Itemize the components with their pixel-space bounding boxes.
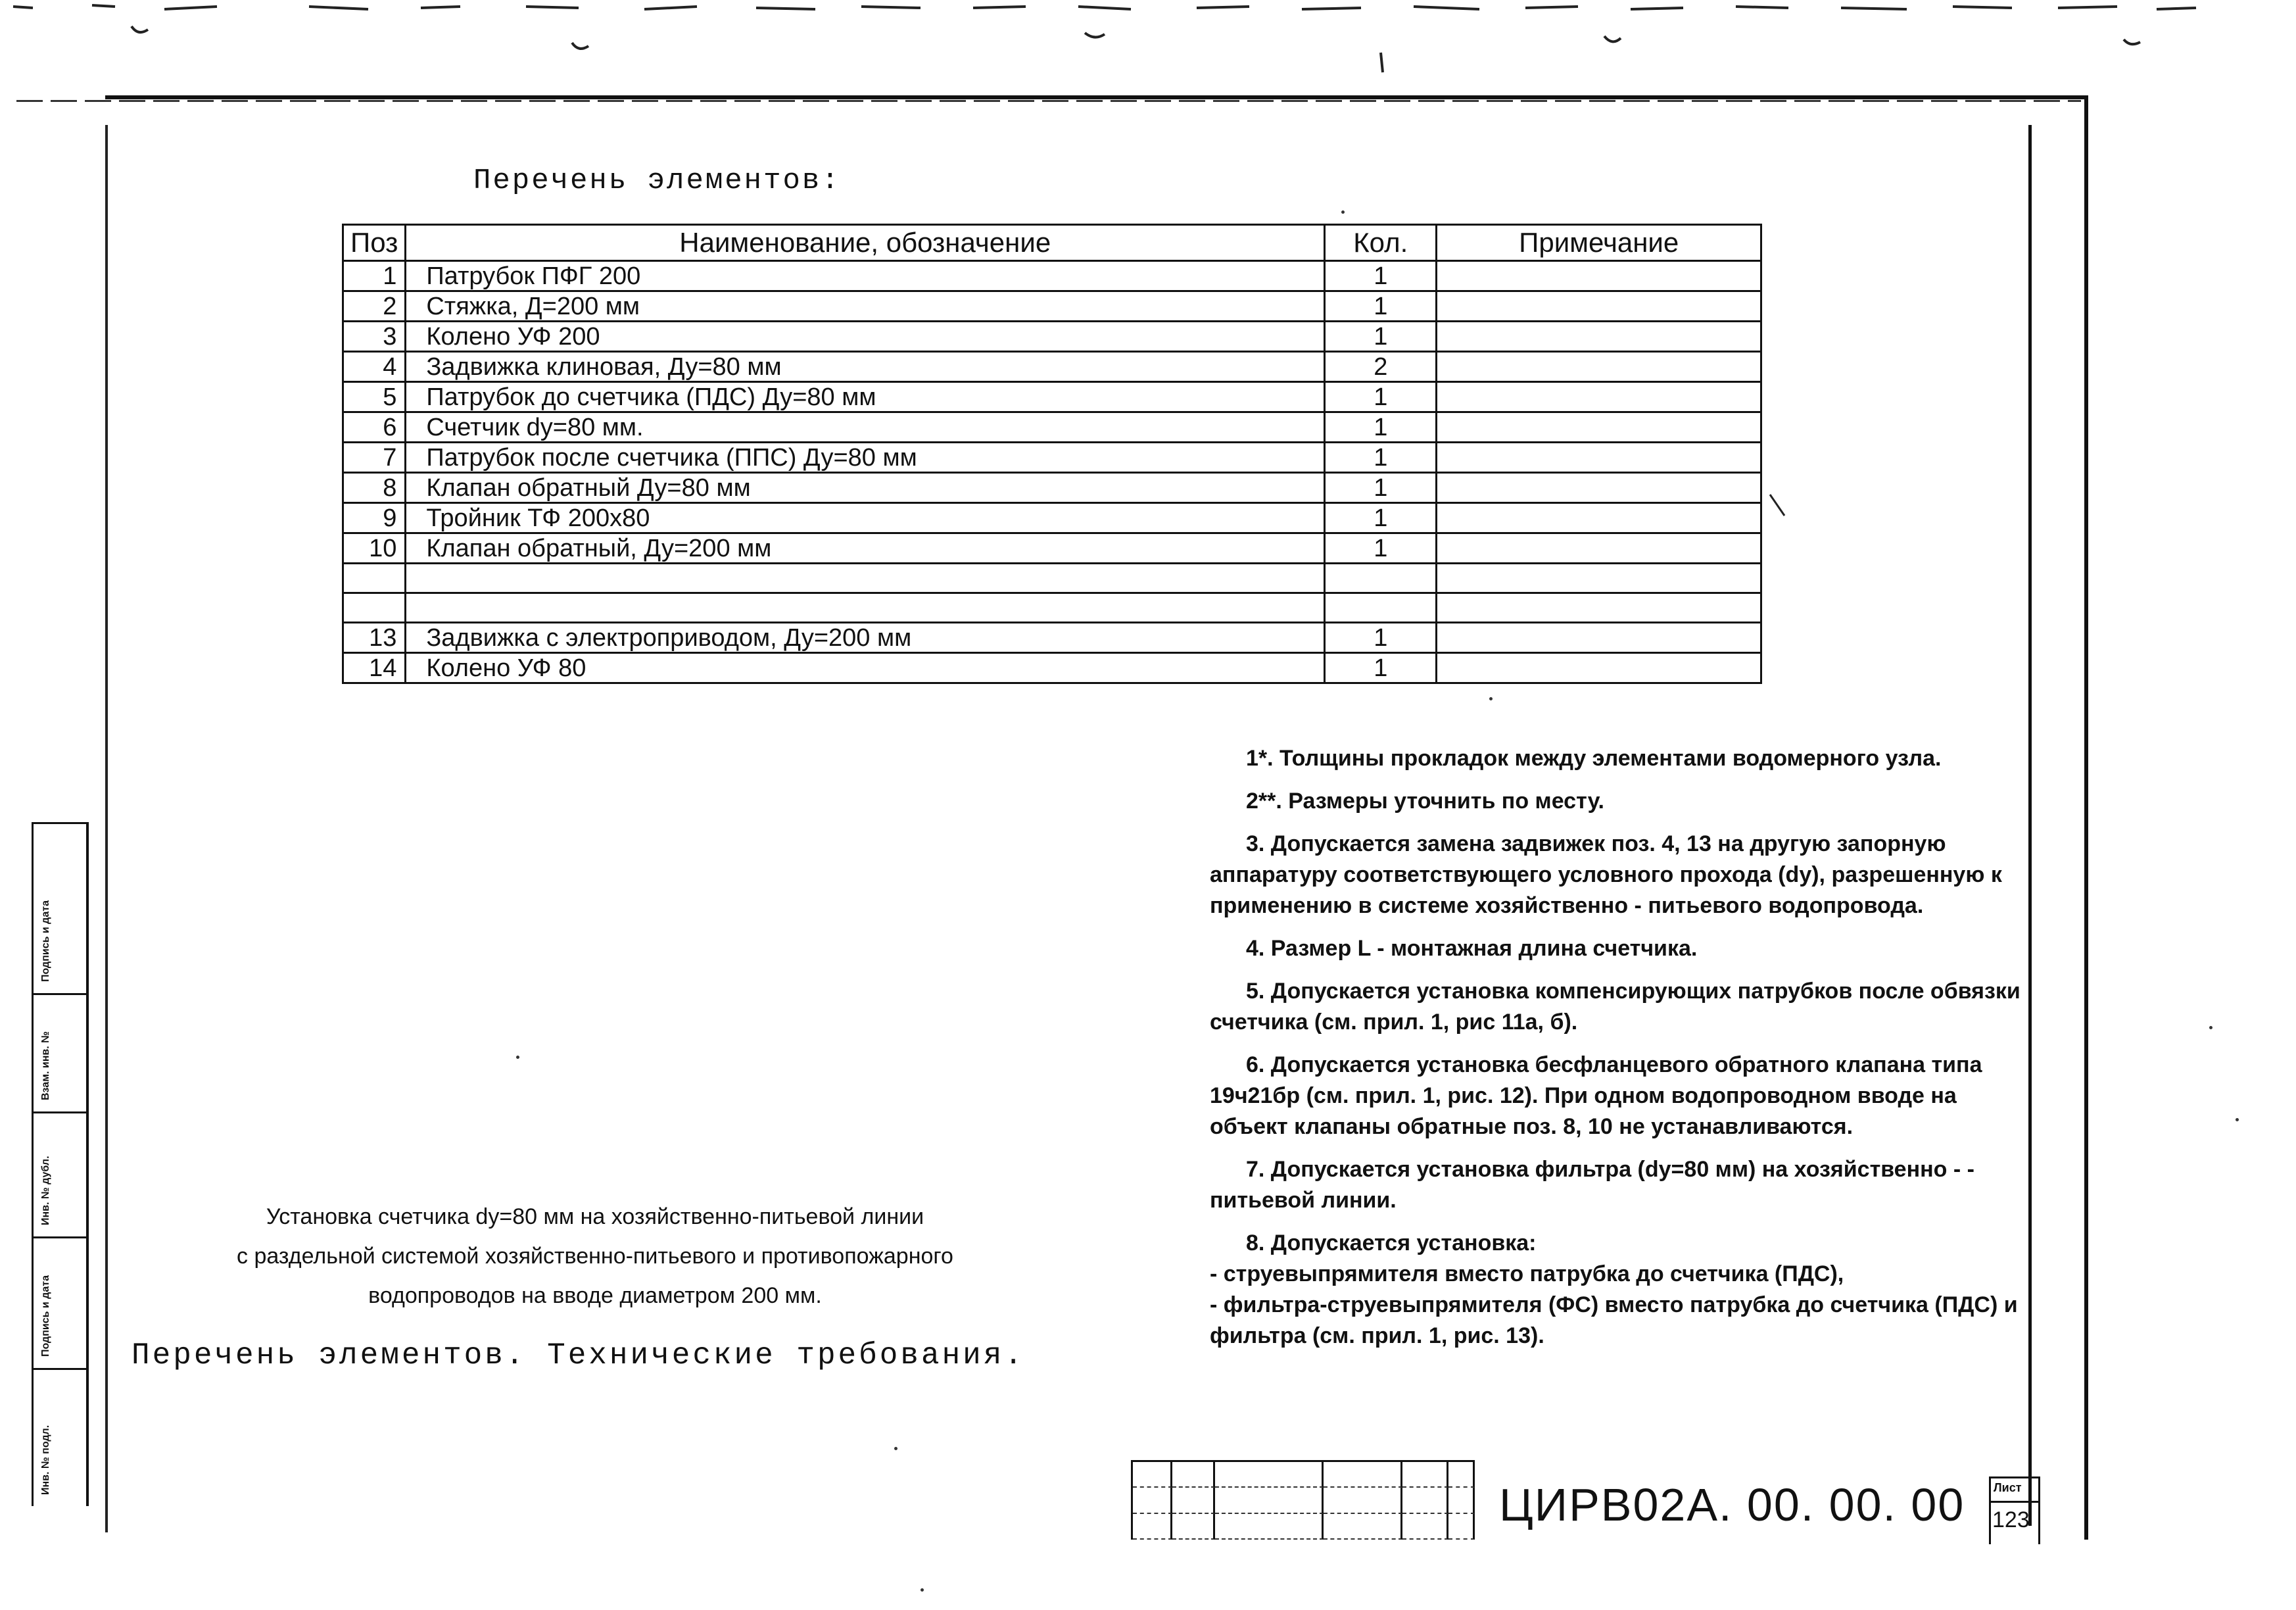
table-row bbox=[343, 443, 1761, 473]
cell-pos: 1 bbox=[343, 261, 406, 291]
cell-name: Патрубок до счетчика (ПДС) Ду=80 мм bbox=[406, 382, 1325, 412]
cell-pos: 9 bbox=[343, 503, 406, 533]
cell-pos: 5 bbox=[343, 382, 406, 412]
header-qty: Кол. bbox=[1325, 225, 1437, 261]
cell-qty: 1 bbox=[1325, 322, 1437, 352]
side-stamp-strip bbox=[32, 822, 89, 1506]
table-header-row bbox=[343, 225, 1761, 261]
cell-name bbox=[406, 593, 1325, 623]
frame-left-border bbox=[105, 125, 108, 1532]
requirement-item: 3. Допускается замена задвижек поз. 4, 13 на другую запорную аппаратуру соответствующего условного прохода (dy), разрешенную к применению в системе хозяйственно - питьевого водопровода. bbox=[1210, 831, 2002, 918]
cell-pos: 4 bbox=[343, 352, 406, 382]
title-block bbox=[1131, 1460, 2032, 1539]
table-row bbox=[343, 623, 1761, 653]
cell-pos: 6 bbox=[343, 412, 406, 443]
cell-name: Клапан обратный, Ду=200 мм bbox=[406, 533, 1325, 564]
cell-qty: 1 bbox=[1325, 291, 1437, 322]
side-strip-cell bbox=[34, 1368, 86, 1508]
cell-pos bbox=[343, 564, 406, 593]
header-pos: Поз bbox=[343, 225, 406, 261]
cell-qty bbox=[1325, 593, 1437, 623]
side-strip-label: Инв. № дубл. bbox=[40, 1156, 51, 1225]
cell-name: Задвижка клиновая, Ду=80 мм bbox=[406, 352, 1325, 382]
table-row bbox=[343, 412, 1761, 443]
side-strip-cell bbox=[34, 1236, 86, 1370]
sheet-box bbox=[1989, 1476, 2040, 1544]
cell-pos: 13 bbox=[343, 623, 406, 653]
cell-pos bbox=[343, 593, 406, 623]
side-strip-label: Подпись и дата bbox=[40, 900, 51, 982]
scan-dot bbox=[516, 1056, 519, 1059]
scan-edge-noise bbox=[0, 0, 2296, 105]
cell-pos: 8 bbox=[343, 473, 406, 503]
cell-qty: 1 bbox=[1325, 503, 1437, 533]
requirement-item: 2**. Размеры уточнить по месту. bbox=[1246, 789, 1604, 814]
header-note: Примечание bbox=[1437, 225, 1761, 261]
cell-pos: 3 bbox=[343, 322, 406, 352]
table-row bbox=[343, 564, 1761, 593]
requirement-item: 6. Допускается установка бесфланцевого обратного клапана типа 19ч21бр (см. прил. 1, рис. 12). При одном водопроводном вводе на объект клапаны обратные поз. 8, 10 не устанавливаются. bbox=[1210, 1052, 1982, 1139]
cell-note bbox=[1437, 412, 1761, 443]
header-name: Наименование, обозначение bbox=[406, 225, 1325, 261]
cell-note bbox=[1437, 503, 1761, 533]
cell-note bbox=[1437, 473, 1761, 503]
cell-qty: 1 bbox=[1325, 533, 1437, 564]
requirement-item: 4. Размер L - монтажная длина счетчика. bbox=[1246, 936, 1698, 961]
cell-name: Счетчик dy=80 мм. bbox=[406, 412, 1325, 443]
table-row bbox=[343, 322, 1761, 352]
cell-name bbox=[406, 564, 1325, 593]
title-block-grid bbox=[1131, 1460, 1475, 1540]
table-row bbox=[343, 533, 1761, 564]
requirement-item: 5. Допускается установка компенсирующих патрубков после обвязки счетчика (см. прил. 1, рис 11а, б). bbox=[1210, 979, 2021, 1035]
cell-note bbox=[1437, 352, 1761, 382]
table-row bbox=[343, 503, 1761, 533]
table-row bbox=[343, 291, 1761, 322]
scan-dot bbox=[2209, 1026, 2212, 1029]
cell-pos: 7 bbox=[343, 443, 406, 473]
side-strip-cell bbox=[34, 822, 86, 995]
cell-note bbox=[1437, 443, 1761, 473]
requirement-item: 8. Допускается установка: bbox=[1246, 1231, 1537, 1256]
document-code: ЦИРВ02А. 00. 00. 00 bbox=[1499, 1479, 1965, 1530]
cell-note bbox=[1437, 322, 1761, 352]
sheet-number: 123 bbox=[1992, 1507, 2030, 1532]
cell-name: Задвижка с электроприводом, Ду=200 мм bbox=[406, 623, 1325, 653]
cell-pos: 2 bbox=[343, 291, 406, 322]
caption-line: с раздельной системой хозяйственно-питьевого и противопожарного bbox=[237, 1244, 953, 1269]
caption-line: водопроводов на вводе диаметром 200 мм. bbox=[368, 1283, 822, 1308]
cell-name: Патрубок после счетчика (ППС) Ду=80 мм bbox=[406, 443, 1325, 473]
drawing-caption bbox=[118, 1197, 1072, 1315]
cell-note bbox=[1437, 623, 1761, 653]
cell-name: Колено УФ 200 bbox=[406, 322, 1325, 352]
cell-note bbox=[1437, 593, 1761, 623]
cell-name: Тройник ТФ 200х80 bbox=[406, 503, 1325, 533]
side-strip-cell bbox=[34, 993, 86, 1113]
table-row bbox=[343, 473, 1761, 503]
cell-qty bbox=[1325, 564, 1437, 593]
sheet-label: Лист bbox=[1994, 1481, 2022, 1494]
scan-mark bbox=[1769, 493, 1788, 520]
cell-qty: 1 bbox=[1325, 261, 1437, 291]
cell-pos: 14 bbox=[343, 653, 406, 683]
cell-note bbox=[1437, 653, 1761, 683]
table-row bbox=[343, 261, 1761, 291]
cell-qty: 1 bbox=[1325, 623, 1437, 653]
table-row bbox=[343, 352, 1761, 382]
cell-name: Стяжка, Д=200 мм bbox=[406, 291, 1325, 322]
cell-qty: 1 bbox=[1325, 653, 1437, 683]
requirement-item: 7. Допускается установка фильтра (dy=80 мм) на хозяйственно - - питьевой линии. bbox=[1210, 1157, 1974, 1213]
scan-dot bbox=[2236, 1118, 2239, 1121]
cell-name: Колено УФ 80 bbox=[406, 653, 1325, 683]
cell-pos: 10 bbox=[343, 533, 406, 564]
elements-table-body bbox=[343, 261, 1761, 683]
cell-note bbox=[1437, 261, 1761, 291]
side-strip-cell bbox=[34, 1111, 86, 1238]
table-row bbox=[343, 382, 1761, 412]
scan-dot bbox=[1341, 210, 1345, 214]
cell-qty: 1 bbox=[1325, 443, 1437, 473]
side-strip-label: Инв. № подл. bbox=[40, 1425, 51, 1495]
side-strip-label: Подпись и дата bbox=[40, 1275, 51, 1357]
requirement-subitem: - фильтра-струевыпрямителя (ФС) вместо патрубка до счетчика (ПДС) и фильтра (см. прил. 1, рис. 13). bbox=[1210, 1292, 2018, 1348]
caption-title: Перечень элементов. Технические требования. bbox=[132, 1338, 1025, 1373]
table-row bbox=[343, 593, 1761, 623]
scan-dot bbox=[894, 1447, 897, 1450]
requirement-subitem: - струевыпрямителя вместо патрубка до счетчика (ПДС), bbox=[1210, 1261, 1844, 1286]
cell-qty: 2 bbox=[1325, 352, 1437, 382]
caption-line: Установка счетчика dy=80 мм на хозяйственно-питьевой линии bbox=[266, 1204, 924, 1229]
cell-name: Патрубок ПФГ 200 bbox=[406, 261, 1325, 291]
cell-note bbox=[1437, 564, 1761, 593]
elements-table bbox=[342, 224, 1762, 684]
cell-note bbox=[1437, 382, 1761, 412]
scan-dot bbox=[921, 1588, 924, 1592]
side-strip-label: Взам. инв. № bbox=[40, 1031, 51, 1100]
technical-requirements bbox=[1210, 743, 2025, 1352]
elements-list-title: Перечень элементов: bbox=[473, 164, 841, 197]
cell-name: Клапан обратный Ду=80 мм bbox=[406, 473, 1325, 503]
cell-qty: 1 bbox=[1325, 473, 1437, 503]
cell-qty: 1 bbox=[1325, 412, 1437, 443]
cell-qty: 1 bbox=[1325, 382, 1437, 412]
frame-inner-right-border bbox=[2028, 125, 2032, 1526]
table-row bbox=[343, 653, 1761, 683]
requirement-item: 1*. Толщины прокладок между элементами водомерного узла. bbox=[1246, 746, 1942, 771]
cell-note bbox=[1437, 533, 1761, 564]
cell-note bbox=[1437, 291, 1761, 322]
scan-dot bbox=[1489, 697, 1493, 700]
